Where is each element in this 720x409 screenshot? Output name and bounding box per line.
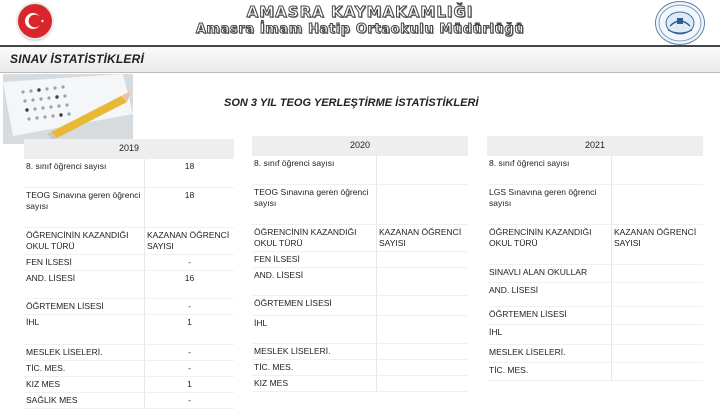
row-label: ÖĞRENCİNİN KAZANDIĞI OKUL TÜRÜ [24, 227, 145, 254]
table-row [252, 267, 468, 295]
table-row [24, 376, 234, 392]
row-label: 8. sınıf öğrenci sayısı [487, 156, 612, 184]
row-value: - [145, 298, 235, 314]
row-value: KAZANAN ÖĞRENCİ SAYISI [377, 224, 469, 251]
row-label: TEOG Sınavına geren öğrenci sayısı [252, 184, 377, 224]
row-value: 1 [145, 376, 235, 392]
row-label: ÖĞRTEMEN LİSESİ [24, 298, 145, 314]
table-row [24, 392, 234, 408]
row-label: İHL [24, 314, 145, 344]
row-value: - [145, 344, 235, 360]
row-value [612, 282, 704, 306]
row-value [612, 264, 704, 282]
stats-table-2019 [24, 139, 234, 409]
row-label: LGS Sınavına geren öğrenci sayısı [487, 184, 612, 224]
table-row [487, 362, 703, 380]
row-value [377, 343, 469, 359]
row-label: İHL [252, 315, 377, 343]
row-value: - [145, 392, 235, 408]
row-label: FEN İLSESİ [24, 254, 145, 270]
table-row [252, 251, 468, 267]
table-row [487, 224, 703, 264]
table-row [24, 227, 234, 254]
row-value [377, 359, 469, 375]
row-value [612, 156, 704, 184]
table-row [252, 184, 468, 224]
table-row [487, 306, 703, 324]
table-row [24, 187, 234, 227]
row-label: TİC. MES. [24, 360, 145, 376]
table-row [252, 224, 468, 251]
row-label: TİC. MES. [487, 362, 612, 380]
row-label: MESLEK LİSELERİ. [24, 344, 145, 360]
table-row [24, 159, 234, 187]
row-label: KIZ MES [252, 375, 377, 391]
exam-sheet-image [3, 74, 133, 144]
table-row [487, 264, 703, 282]
row-label: 8. sınıf öğrenci sayısı [24, 159, 145, 187]
row-value [612, 306, 704, 324]
row-label: AND. LİSESİ [24, 270, 145, 298]
row-label: TİC. MES. [252, 359, 377, 375]
row-value [612, 324, 704, 344]
year-label: 2021 [487, 136, 703, 156]
row-value: KAZANAN ÖĞRENCİ SAYISI [145, 227, 235, 254]
table-row [24, 270, 234, 298]
table-row [252, 343, 468, 359]
table-row [487, 156, 703, 184]
row-label: İHL [487, 324, 612, 344]
row-label: FEN İLSESİ [252, 251, 377, 267]
table-row [24, 360, 234, 376]
header-subtitle: Amasra İmam Hatip Ortaokulu Müdürlüğü [195, 22, 525, 37]
row-label: ÖĞRTEMEN LİSESİ [252, 295, 377, 315]
row-label: SAĞLIK MES [24, 392, 145, 408]
row-value: 18 [145, 159, 235, 187]
table-row [252, 156, 468, 184]
row-value [377, 267, 469, 295]
row-label: AND. LİSESİ [252, 267, 377, 295]
stats-table-2020 [252, 136, 468, 392]
section-band [0, 45, 720, 73]
row-value [377, 375, 469, 391]
table-row [24, 344, 234, 360]
row-value: 18 [145, 187, 235, 227]
table-row [24, 298, 234, 314]
row-value: 1 [145, 314, 235, 344]
row-value: 16 [145, 270, 235, 298]
row-label: 8. sınıf öğrenci sayısı [252, 156, 377, 184]
row-label: ÖĞRTEMEN LİSESİ [487, 306, 612, 324]
table-row [252, 295, 468, 315]
row-label: ÖĞRENCİNİN KAZANDIĞI OKUL TÜRÜ [252, 224, 377, 251]
band-title: SINAV İSTATİSTİKLERİ [10, 52, 145, 66]
row-value: - [145, 254, 235, 270]
row-label: MESLEK LİSELERİ. [252, 343, 377, 359]
year-label: 2019 [24, 139, 234, 159]
row-value [377, 156, 469, 184]
header-title: AMASRA KAYMAKAMLIĞI [246, 3, 474, 21]
row-label: MESLEK LİSELERİ. [487, 344, 612, 362]
row-value: KAZANAN ÖĞRENCİ SAYISI [612, 224, 704, 264]
section-title: SON 3 YIL TEOG YERLEŞTİRME İSTATİSTİKLERİ [224, 97, 479, 109]
row-label: TEOG Sınavına geren öğrenci sayısı [24, 187, 145, 227]
table-row [487, 184, 703, 224]
row-value: - [145, 360, 235, 376]
row-value [377, 251, 469, 267]
row-value [612, 344, 704, 362]
year-label: 2020 [252, 136, 468, 156]
row-label: KIZ MES [24, 376, 145, 392]
table-row [252, 375, 468, 391]
table-row [24, 254, 234, 270]
row-label: SINAVLI ALAN OKULLAR [487, 264, 612, 282]
row-value [377, 184, 469, 224]
table-row [252, 359, 468, 375]
row-value [377, 295, 469, 315]
row-value [377, 315, 469, 343]
table-row [487, 344, 703, 362]
row-value [612, 184, 704, 224]
table-row [487, 324, 703, 344]
school-seal-icon [655, 1, 705, 45]
table-row [24, 314, 234, 344]
row-value [612, 362, 704, 380]
row-label: ÖĞRENCİNİN KAZANDIĞI OKUL TÜRÜ [487, 224, 612, 264]
table-row [487, 282, 703, 306]
stats-table-2021 [487, 136, 703, 381]
row-label: AND. LİSESİ [487, 282, 612, 306]
page-header [0, 0, 720, 45]
table-row [252, 315, 468, 343]
